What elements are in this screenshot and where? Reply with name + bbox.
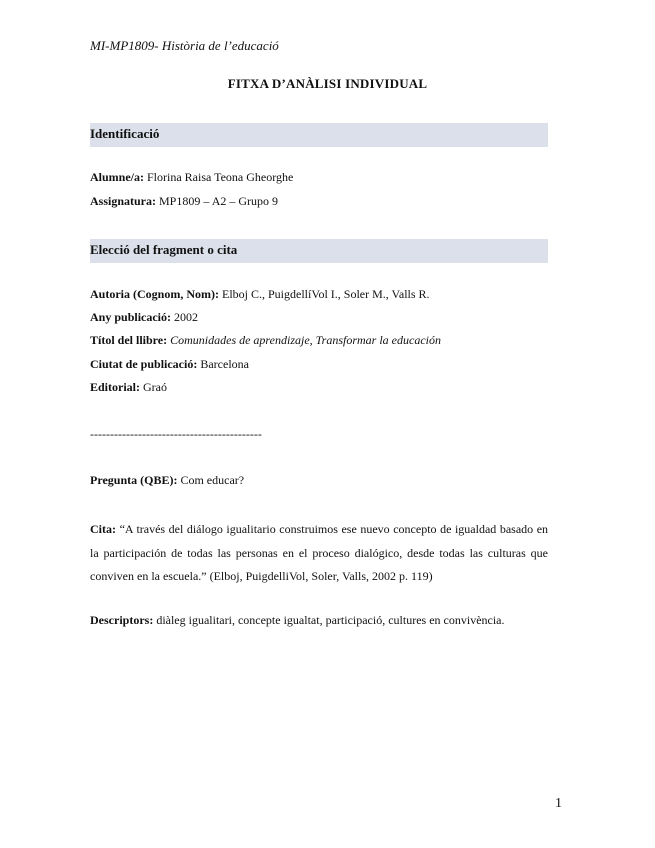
ciutat-value: Barcelona — [200, 357, 249, 371]
autoria-value: Elboj C., PuigdellíVol I., Soler M., Valls R. — [221, 287, 430, 301]
section-heading-identificacio: Identificació — [90, 126, 160, 141]
titol-label: Títol del llibre: — [90, 333, 168, 347]
ciutat-label: Ciutat de publicació: — [90, 357, 198, 371]
field-alumne — [90, 170, 293, 185]
cita-label: Cita: — [90, 522, 116, 536]
editorial-value: Graó — [143, 380, 167, 394]
pregunta-value: Com educar? — [180, 473, 245, 487]
field-assignatura — [90, 194, 278, 209]
field-any-publicacio — [90, 310, 198, 325]
field-autoria — [90, 287, 430, 302]
section-heading-eleccio: Elecció del fragment o cita — [90, 242, 238, 257]
cita-value: “A través del diálogo igualitario construimos ese nuevo concepto de igualdad basado en la participación de todas las personas en el proceso dialógico, desde todas las culturas que conviven en la escuela.” (Elboj, PuigdelliVol, Soler, Valls, 2002 p. 119) — [90, 522, 549, 583]
field-ciutat — [90, 357, 249, 372]
field-pregunta — [90, 473, 244, 488]
field-editorial — [90, 380, 167, 395]
editorial-label: Editorial: — [90, 380, 140, 394]
section-identificacio — [90, 123, 548, 147]
section-eleccio — [90, 239, 548, 263]
separator-line: ------------------------------------------- — [90, 427, 262, 441]
course-header: MI-MP1809- Història de l’educació — [90, 38, 279, 53]
alumne-value: Florina Raisa Teona Gheorghe — [147, 170, 294, 184]
any-label: Any publicació: — [90, 310, 172, 324]
field-titol — [90, 333, 441, 348]
assignatura-value: MP1809 – A2 – Grupo 9 — [159, 194, 279, 208]
assignatura-label: Assignatura: — [90, 194, 157, 208]
document-title: FITXA D’ANÀLISI INDIVIDUAL — [227, 76, 428, 91]
alumne-label: Alumne/a: — [90, 170, 144, 184]
autoria-label: Autoria (Cognom, Nom): — [90, 287, 219, 301]
titol-value: Comunidades de aprendizaje, Transformar la educación — [170, 333, 441, 347]
field-cita — [90, 518, 548, 589]
descriptors-label: Descriptors: — [90, 613, 154, 627]
descriptors-value: diàleg igualitari, concepte igualtat, participació, cultures en convivència. — [156, 613, 505, 627]
field-descriptors — [90, 613, 505, 628]
pregunta-label: Pregunta (QBE): — [90, 473, 178, 487]
any-value: 2002 — [174, 310, 199, 324]
page-number: 1 — [555, 796, 562, 811]
